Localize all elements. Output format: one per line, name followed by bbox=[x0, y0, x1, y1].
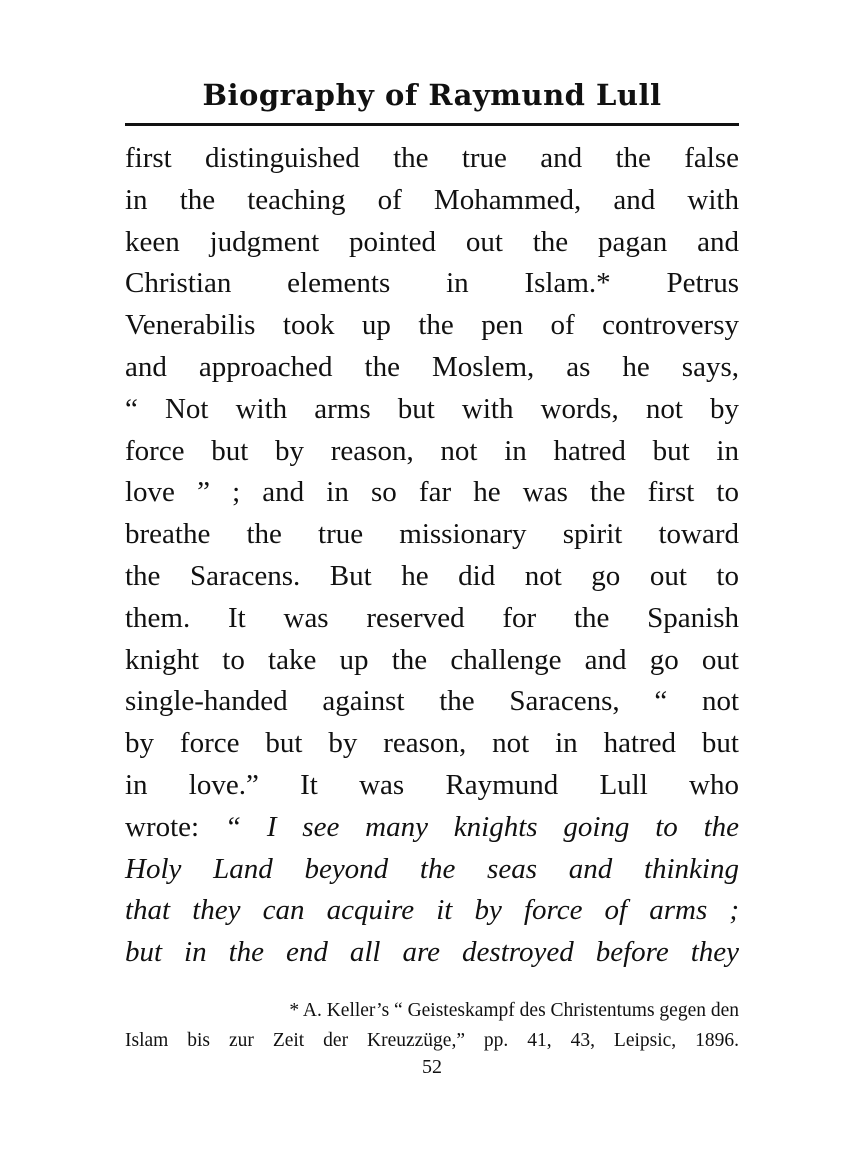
text-line: knight to take up the challenge and go out bbox=[125, 643, 739, 676]
body-text bbox=[125, 138, 739, 974]
text-line: first distinguished the true and the false bbox=[125, 142, 739, 174]
quote-italic-start: “ I see many knights going to the bbox=[224, 810, 739, 843]
text-line: in love.” It was Raymund Lull who bbox=[125, 768, 739, 801]
running-head: Biography of Raymund Lull bbox=[202, 78, 662, 112]
page-number: 52 bbox=[422, 1056, 442, 1078]
text-line: single-handed against the Saracens, “ not bbox=[125, 685, 739, 718]
text-line: Venerabilis took up the pen of controversy bbox=[125, 309, 739, 342]
text-line: by force but by reason, not in hatred but bbox=[125, 727, 739, 760]
quote-lead-in: wrote: bbox=[125, 810, 225, 843]
footnote bbox=[125, 996, 739, 1056]
text-line: the Saracens. But he did not go out to bbox=[125, 559, 739, 592]
text-line: “ Not with arms but with words, not by bbox=[125, 392, 739, 425]
text-line: force but by reason, not in hatred but in bbox=[125, 434, 739, 467]
text-line: them. It was reserved for the Spanish bbox=[125, 601, 739, 634]
text-line: breathe the true missionary spirit toward bbox=[125, 518, 739, 551]
italic-quote-line: but in the end all are destroyed before they bbox=[125, 936, 739, 969]
text-line: keen judgment pointed out the pagan and bbox=[125, 225, 739, 258]
italic-quote-line: Holy Land beyond the seas and thinking bbox=[125, 852, 739, 885]
italic-quote-line: that they can acquire it by force of arms ; bbox=[125, 894, 739, 927]
text-line: and approached the Moslem, as he says, bbox=[125, 350, 739, 383]
text-line: Christian elements in Islam.* Petrus bbox=[125, 267, 739, 300]
header-rule bbox=[125, 123, 739, 126]
text-line: in the teaching of Mohammed, and with bbox=[125, 183, 739, 216]
footnote-line: Islam bis zur Zeit der Kreuzzüge,” pp. 41, 43, Leipsic, 1896. bbox=[125, 1030, 739, 1051]
footnote-line: * A. Keller’s “ Geisteskampf des Christentums gegen den bbox=[289, 1000, 739, 1021]
text-line: love ” ; and in so far he was the first to bbox=[125, 476, 739, 509]
quote-start-line bbox=[125, 807, 739, 849]
